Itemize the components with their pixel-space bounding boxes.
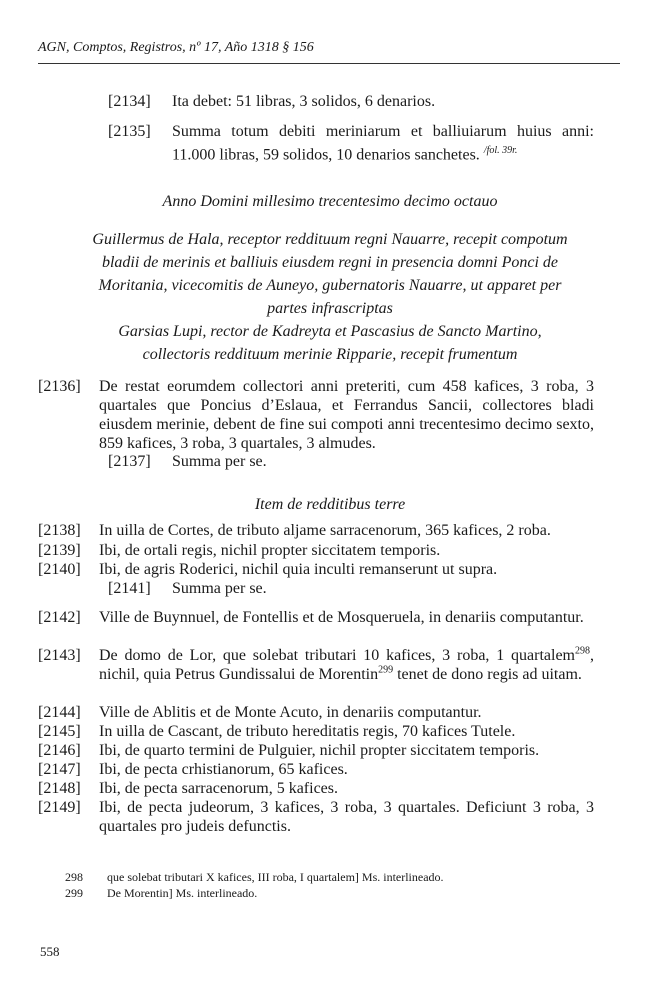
entry-text: Ibi, de pecta sarracenorum, 5 kafices.	[99, 780, 338, 797]
entry-number: [2136]	[38, 378, 81, 395]
entry-number: [2149]	[38, 799, 81, 816]
entry-number: [2138]	[38, 522, 81, 539]
entry-text: Summa per se.	[172, 453, 267, 470]
section-heading-frumentum: Garsias Lupi, rector de Kadreyta et Pascasius de Sancto Martino, collectoris reddituum merinie Ripparie, recepit frumentum	[118, 323, 542, 363]
entry-text: Ville de Ablitis et de Monte Acuto, in denariis computantur.	[99, 704, 482, 721]
entry-number: [2135]	[108, 123, 151, 140]
entry-number: [2146]	[38, 742, 81, 759]
entry-number: [2148]	[38, 780, 81, 797]
entry-text-body: Summa totum debiti meriniarum et balliuiarum huius anni: 11.000 libras, 59 solidos, 10 denarios sanchetes.	[172, 123, 594, 164]
entry-text: De restat eorumdem collectori anni preteriti, cum 458 kafices, 3 roba, 3 quartales que Poncius d’Eslaua, et Ferrandus Sancii, collectores bladi eiusdem merinie, debent de fine sui compoti anni trecentesimo decimo sexto, 859 kafices, 3 roba, 3 quartales, 3 almudes.	[99, 378, 594, 452]
footnote-text: que solebat tributari X kafices, III roba, I quartalem] Ms. interlineado.	[107, 870, 444, 884]
entry-text: In uilla de Cortes, de tributo aljame sarracenorum, 365 kafices, 2 roba.	[99, 522, 551, 539]
entry-text-part: tenet de dono regis ad uitam.	[393, 666, 582, 683]
footnote-number: 299	[65, 886, 83, 900]
running-header: AGN, Comptos, Registros, nº 17, Año 1318 § 156	[38, 40, 314, 55]
entry-text: Ville de Buynnuel, de Fontellis et de Mosqueruela, in denariis computantur.	[99, 609, 584, 626]
folio-marker: /fol. 39r.	[483, 145, 518, 156]
entry-number: [2142]	[38, 609, 81, 626]
footnote-text: De Morentin] Ms. interlineado.	[107, 886, 258, 900]
entry-number: [2140]	[38, 561, 81, 578]
entry-number: [2147]	[38, 761, 81, 778]
entry-number: [2137]	[108, 453, 151, 470]
entry-text: Ibi, de pecta crhistianorum, 65 kafices.	[99, 761, 348, 778]
footnote-ref-299[interactable]: 299	[378, 664, 394, 676]
entry-text: Ibi, de ortali regis, nichil propter siccitatem temporis.	[99, 542, 441, 559]
entry-text: Summa per se.	[172, 580, 267, 597]
entry-text	[172, 122, 594, 164]
entry-text	[99, 646, 594, 684]
entry-number: [2139]	[38, 542, 81, 559]
entry-text: Ibi, de quarto termini de Pulguier, nichil propter siccitatem temporis.	[99, 742, 540, 759]
entry-number: [2141]	[108, 580, 151, 597]
page-number: 558	[40, 944, 60, 959]
entry-number: [2145]	[38, 723, 81, 740]
footnote-ref-298[interactable]: 298	[575, 645, 590, 657]
entry-text: Ita debet: 51 libras, 3 solidos, 6 denarios.	[172, 93, 436, 110]
entry-text-part: , nichil, quia Petrus Gundissalui de Morentin	[99, 647, 594, 683]
entry-text: Ibi, de pecta judeorum, 3 kafices, 3 roba, 3 quartales. Deficiunt 3 roba, 3 quartales pro judeis defunctis.	[99, 799, 594, 835]
entry-number: [2134]	[108, 93, 151, 110]
footnote-number: 298	[65, 870, 83, 884]
intro-paragraph: Guillermus de Hala, receptor reddituum regni Nauarre, recepit compotum bladii de merinis et balliuis eiusdem regni in presencia domni Ponci de Moritania, vicecomitis de Auneyo, gubernatoris Nauarre, ut apparet per partes infrascriptas	[92, 231, 568, 317]
header-rule	[38, 63, 620, 64]
entry-text: In uilla de Cascant, de tributo hereditatis regis, 70 kafices Tutele.	[99, 723, 516, 740]
year-heading: Anno Domini millesimo trecentesimo decimo octauo	[162, 193, 498, 210]
entry-text: Ibi, de agris Roderici, nichil quia inculti remanserunt ut supra.	[99, 561, 498, 578]
entry-number: [2144]	[38, 704, 81, 721]
entry-text-part: De domo de Lor, que solebat tributari 10 kafices, 3 roba, 1 quartalem	[99, 647, 575, 664]
section-heading-terre: Item de redditibus terre	[254, 496, 406, 513]
entry-number: [2143]	[38, 647, 81, 664]
